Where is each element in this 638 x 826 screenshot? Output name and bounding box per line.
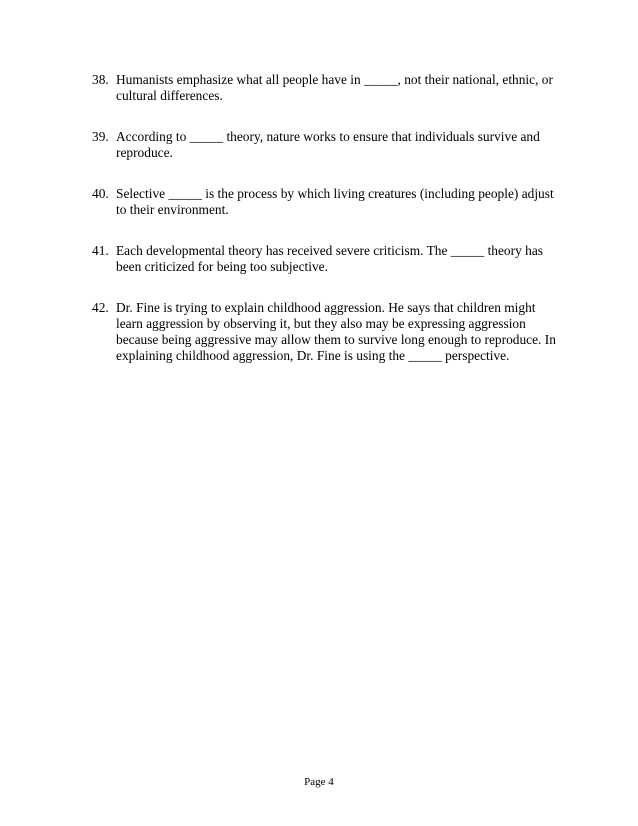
question-text: According to _____ theory, nature works to ensure that individuals survive and reproduce. (116, 129, 540, 160)
question-number: 39. (92, 129, 109, 144)
question-item (92, 243, 562, 275)
question-text: Humanists emphasize what all people have in _____, not their national, ethnic, or cultural differences. (116, 72, 553, 103)
page-number-footer: Page 4 (304, 776, 334, 788)
question-text: Dr. Fine is trying to explain childhood aggression. He says that children might learn aggression by observing it, but they also may be expressing aggression because being aggressive may allow them to survive long enough to reproduce. In explaining childhood aggression, Dr. Fine is using the _____ perspective. (116, 300, 556, 363)
question-number: 41. (92, 243, 109, 258)
question-item (92, 186, 562, 218)
question-number: 38. (92, 72, 109, 87)
question-item (92, 300, 562, 364)
question-item (92, 129, 562, 161)
question-text: Selective _____ is the process by which living creatures (including people) adjust to their environment. (116, 186, 554, 217)
question-list (92, 72, 562, 389)
question-number: 40. (92, 186, 109, 201)
question-item (92, 72, 562, 104)
question-number: 42. (92, 300, 109, 315)
question-text: Each developmental theory has received severe criticism. The _____ theory has been criticized for being too subjective. (116, 243, 543, 274)
